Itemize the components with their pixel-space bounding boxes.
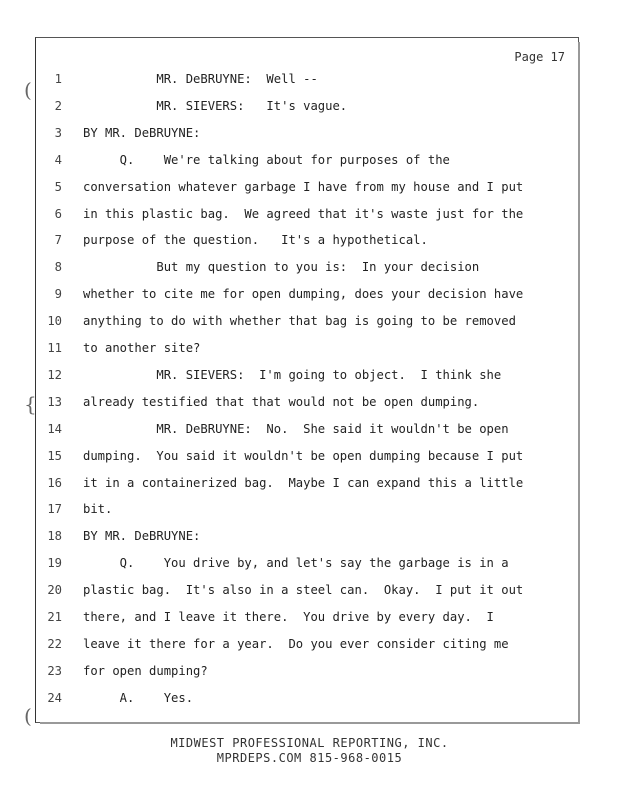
line-number: 2 <box>54 98 62 113</box>
line-number: 3 <box>54 125 62 140</box>
transcript-line <box>0 529 619 549</box>
line-number: 19 <box>47 556 62 571</box>
line-number: 21 <box>47 610 62 624</box>
line-text: dumping. You said it wouldn't be open dumping because I put <box>83 448 524 463</box>
line-text: MR. DeBRUYNE: Well -- <box>83 72 318 86</box>
line-text: leave it there for a year. Do you ever consider citing me <box>83 636 509 651</box>
transcript-line <box>0 395 619 415</box>
footer-contact: MPRDEPS.COM 815-968-0015 <box>216 751 403 765</box>
transcript-line <box>0 449 619 469</box>
transcript-line <box>0 72 619 92</box>
line-text: BY MR. DeBRUYNE: <box>83 529 201 544</box>
transcript-line <box>0 233 619 253</box>
line-text: in this plastic bag. We agreed that it's waste just for the <box>83 206 524 221</box>
page-number: Page 17 <box>514 50 565 64</box>
transcript-line <box>0 583 619 603</box>
margin-bracket-middle: { <box>24 392 37 416</box>
transcript-line <box>0 691 619 711</box>
line-text: whether to cite me for open dumping, does your decision have <box>83 287 524 302</box>
line-text: for open dumping? <box>83 663 208 678</box>
transcript-line <box>0 476 619 496</box>
line-text: conversation whatever garbage I have from my house and I put <box>83 179 524 194</box>
line-number: 23 <box>47 663 62 678</box>
line-text: there, and I leave it there. You drive by every day. I <box>83 610 494 624</box>
transcript-line <box>0 99 619 119</box>
line-number: 18 <box>47 529 62 544</box>
line-number: 12 <box>47 367 62 382</box>
line-text: it in a containerized bag. Maybe I can expand this a little <box>83 475 524 490</box>
line-number: 4 <box>54 152 62 167</box>
page-shadow-bottom <box>40 722 580 724</box>
transcript-line <box>0 422 619 442</box>
transcript-line <box>0 153 619 173</box>
line-number: 1 <box>54 72 62 86</box>
transcript-line <box>0 556 619 576</box>
transcript-line <box>0 260 619 280</box>
line-text: anything to do with whether that bag is going to be removed <box>83 314 516 329</box>
transcript-line <box>0 637 619 657</box>
transcript-line <box>0 368 619 388</box>
line-number: 13 <box>47 394 62 409</box>
line-number: 6 <box>54 206 62 221</box>
transcript-line <box>0 341 619 361</box>
line-number: 7 <box>54 233 62 248</box>
transcript-line <box>0 610 619 630</box>
line-text: BY MR. DeBRUYNE: <box>83 125 201 140</box>
transcript-line <box>0 126 619 146</box>
transcript-line <box>0 287 619 307</box>
line-number: 17 <box>47 502 62 517</box>
line-number: 9 <box>54 287 62 302</box>
line-text: bit. <box>83 502 113 517</box>
transcript-line <box>0 314 619 334</box>
line-text: plastic bag. It's also in a steel can. Okay. I put it out <box>83 583 524 598</box>
line-number: 10 <box>47 314 62 329</box>
transcript-line <box>0 502 619 522</box>
footer-company: MIDWEST PROFESSIONAL REPORTING, INC. <box>170 736 449 750</box>
line-number: 15 <box>47 448 62 463</box>
line-text: But my question to you is: In your decision <box>83 260 480 275</box>
line-text: MR. SIEVERS: It's vague. <box>83 98 348 113</box>
margin-bracket-top: ( <box>24 78 32 102</box>
transcript-line <box>0 664 619 684</box>
line-number: 8 <box>54 260 62 275</box>
line-text: Q. We're talking about for purposes of the <box>83 152 450 167</box>
line-number: 22 <box>47 636 62 651</box>
line-number: 24 <box>47 690 62 705</box>
line-text: to another site? <box>83 341 201 355</box>
line-number: 14 <box>47 421 62 436</box>
line-number: 16 <box>47 475 62 490</box>
transcript-line <box>0 180 619 200</box>
line-text: MR. SIEVERS: I'm going to object. I think she <box>83 367 502 382</box>
line-text: A. Yes. <box>83 690 194 705</box>
line-number: 5 <box>54 179 62 194</box>
line-number: 11 <box>47 341 62 355</box>
margin-bracket-bottom: ( <box>24 704 32 728</box>
line-text: already testified that that would not be open dumping. <box>83 394 480 409</box>
transcript-line <box>0 207 619 227</box>
line-number: 20 <box>47 583 62 598</box>
line-text: purpose of the question. It's a hypothetical. <box>83 233 428 248</box>
line-text: MR. DeBRUYNE: No. She said it wouldn't be open <box>83 421 509 436</box>
line-text: Q. You drive by, and let's say the garbage is in a <box>83 556 509 571</box>
